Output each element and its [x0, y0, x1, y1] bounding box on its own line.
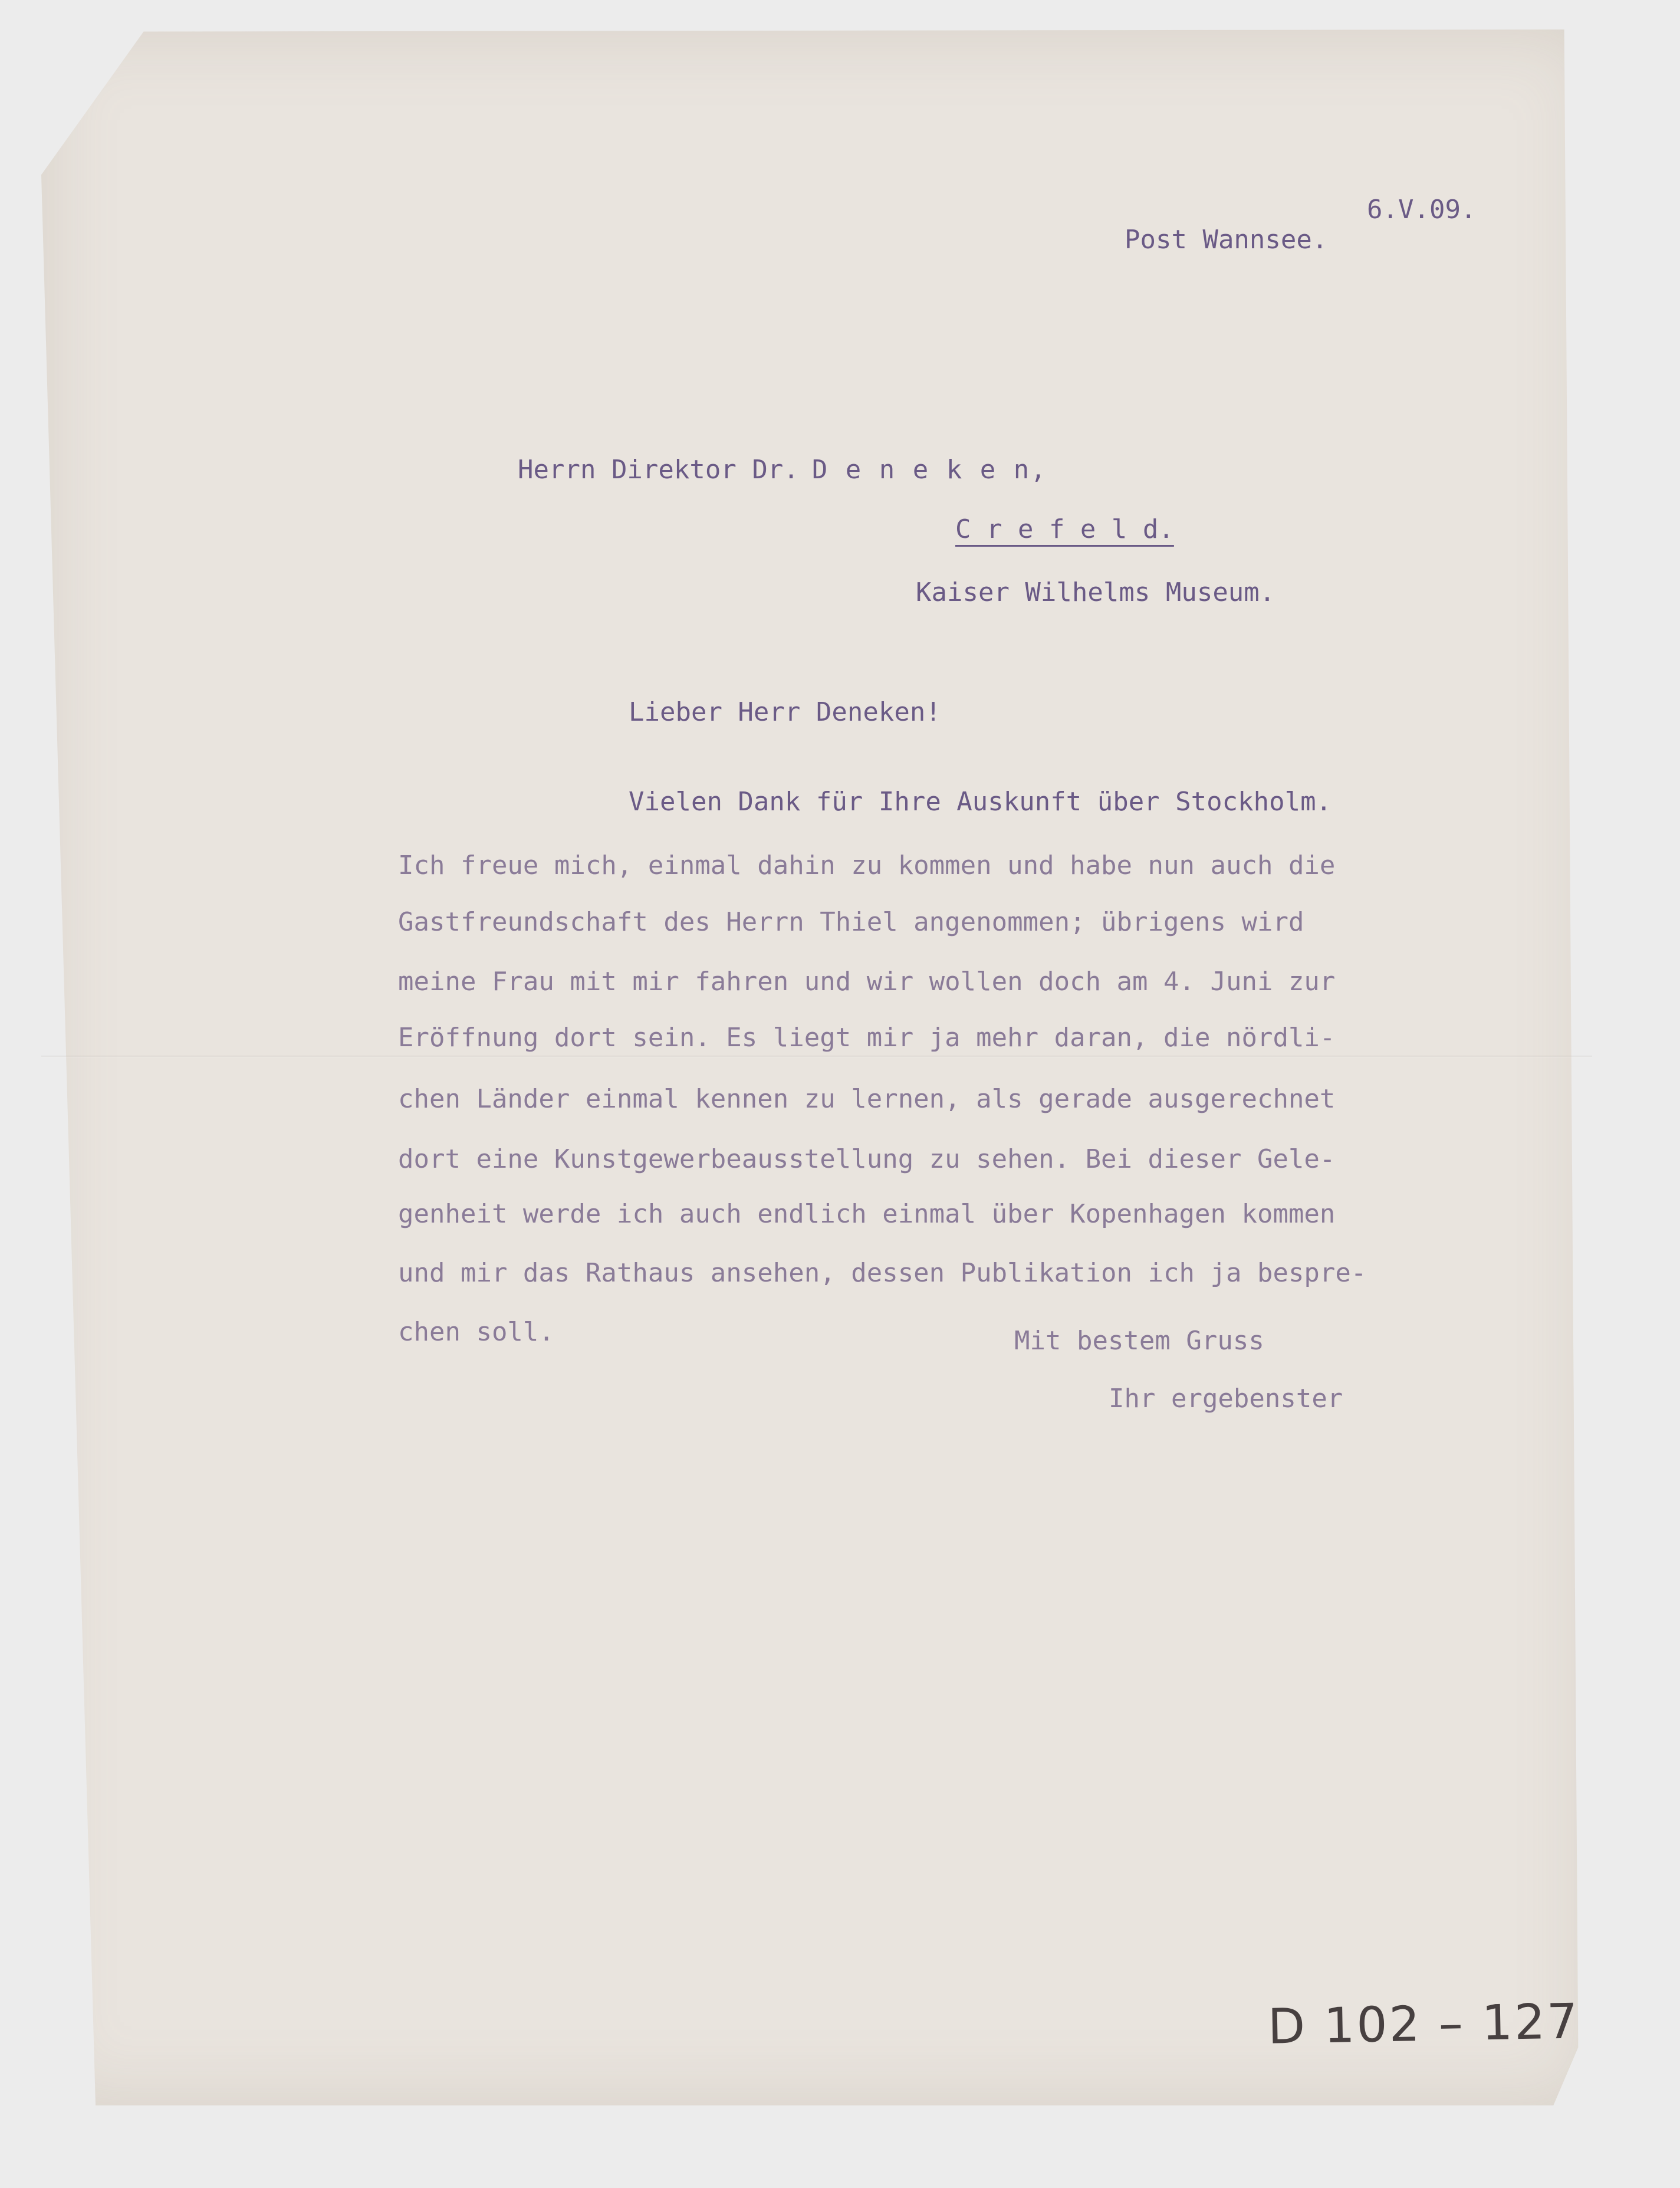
body-line: chen soll.: [398, 1317, 554, 1347]
body-line: Gastfreundschaft des Herrn Thiel angenommen; übrigens wird: [398, 907, 1304, 937]
recipient-name: D e n e k e n,: [811, 455, 1047, 485]
signoff: Ihr ergebenster: [1109, 1384, 1343, 1414]
recipient-name-line: [518, 457, 1047, 483]
closing: Mit bestem Gruss: [1014, 1326, 1264, 1356]
body-line: chen Länder einmal kennen zu lernen, als gerade ausgerechnet: [398, 1084, 1336, 1114]
body-line: genheit werde ich auch endlich einmal über Kopenhagen kommen: [398, 1199, 1336, 1229]
letter-paper: [41, 29, 1592, 2105]
body-line: Ich freue mich, einmal dahin zu kommen und habe nun auch die: [398, 850, 1336, 881]
letter-place: Post Wannsee.: [1125, 225, 1328, 255]
body-line: und mir das Rathaus ansehen, dessen Publikation ich ja bespre-: [398, 1258, 1367, 1288]
paper-fold: [41, 1056, 1592, 1057]
body-line: dort eine Kunstgewerbeausstellung zu sehen. Bei dieser Gele-: [398, 1144, 1336, 1174]
body-line: meine Frau mit mir fahren und wir wollen doch am 4. Juni zur: [398, 967, 1336, 997]
letter-date: 6.V.09.: [1367, 195, 1477, 225]
body-line: Eröffnung dort sein. Es liegt mir ja mehr daran, die nördli-: [398, 1023, 1336, 1053]
archive-mark: D 102 – 127: [1267, 1993, 1580, 2055]
salutation: Lieber Herr Deneken!: [629, 697, 941, 727]
recipient-institution: Kaiser Wilhelms Museum.: [916, 577, 1275, 607]
body-line: Vielen Dank für Ihre Auskunft über Stockholm.: [629, 787, 1332, 817]
recipient-city: C r e f e l d.: [955, 514, 1174, 544]
recipient-title: Herrn Direktor Dr.: [518, 455, 799, 485]
